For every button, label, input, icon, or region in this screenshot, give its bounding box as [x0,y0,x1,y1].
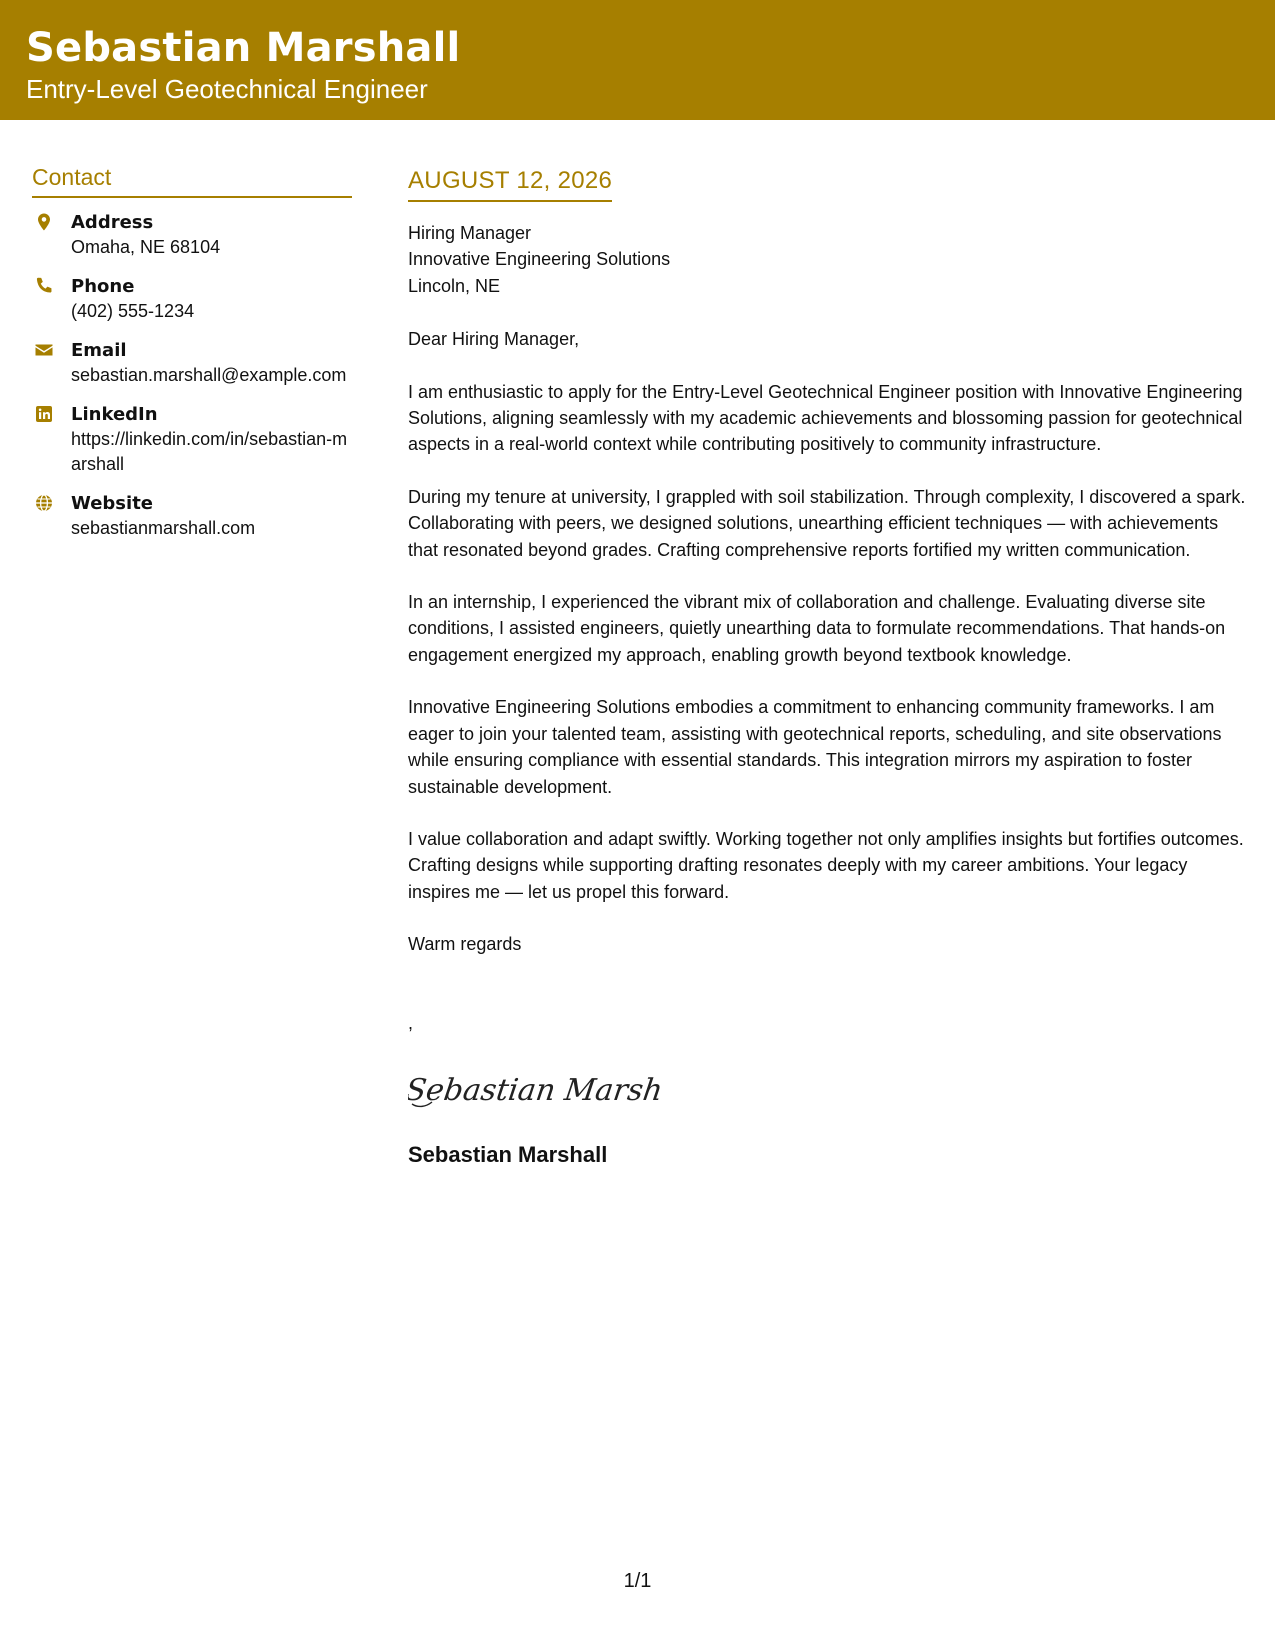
contact-label: Website [71,493,154,514]
envelope-icon [34,340,54,360]
linkedin-icon [34,404,54,424]
contact-value: Omaha, NE 68104 [71,237,221,257]
letter-paragraph: Innovative Engineering Solutions embodies a commitment to enhancing community frameworks. I am eager to join your talented team, assisting with geotechnical reports, scheduling, and site observations while ensuring compliance with essential standards. This integration mirrors my aspiration to foster sustainable development. [408,697,1222,797]
map-pin-icon [34,212,54,232]
contact-item-address [32,210,352,260]
letter-paragraph: I am enthusiastic to apply for the Entry-Level Geotechnical Engineer position with Innovative Engineering Solutions, aligning seamlessly with my academic achievements and blossoming passion for geotechnical aspects in a real-world context while contributing positively to community infrastructure. [408,381,1243,455]
globe-icon [34,493,54,513]
closing: Warm regards [408,934,522,955]
salutation: Dear Hiring Manager, [408,329,580,350]
letter-paragraph: In an internship, I experienced the vibrant mix of collaboration and challenge. Evaluating diverse site conditions, I assisted engineers, quietly unearthing data to formulate recommendations. That hands-on engagement energized my approach, enabling growth beyond textbook knowledge. [408,592,1226,665]
letter-body [408,166,1248,1169]
contact-item-website [32,491,352,541]
contact-item-linkedin [32,402,352,477]
recipient-line: Lincoln, NE [408,275,501,296]
signature-image [408,1060,688,1116]
contact-label: Phone [71,276,135,297]
letter-date: AUGUST 12, 2026 [408,166,612,202]
contact-label: Address [71,212,154,233]
contact-value: sebastianmarshall.com [71,518,256,538]
contact-value: https://linkedin.com/in/sebastian-marshall [71,429,348,474]
contact-value: (402) 555-1234 [71,301,195,321]
contact-item-phone [32,274,352,324]
phone-icon [34,276,54,296]
recipient-block [408,220,1248,299]
letter-paragraph: I value collaboration and adapt swiftly. Working together not only amplifies insights but fortifies outcomes. Crafting designs while supporting drafting resonates deeply with my career ambitions. Your legacy inspires me — let us propel this forward. [408,828,1244,902]
signature-text: Sebastian Marsh [408,1073,665,1108]
contact-list [32,210,352,541]
recipient-line: Hiring Manager [408,223,532,243]
page-number: 1/1 [623,1570,652,1592]
closing-comma: , [408,1012,414,1033]
letter-paragraph: During my tenure at university, I grappled with soil stabilization. Through complexity, I discovered a spark. Collaborating with peers, we designed solutions, unearthing efficient techniques — with achievements that resonated beyond grades. Crafting comprehensive reports fortified my written communication. [408,486,1246,560]
header-banner [0,0,1275,120]
contact-label: LinkedIn [71,404,158,425]
contact-sidebar [32,163,352,555]
contact-value: sebastian.marshall@example.com [71,365,347,385]
contact-label: Email [71,340,127,361]
contact-item-email [32,338,352,388]
signer-name: Sebastian Marshall [408,1142,608,1168]
applicant-title: Entry-Level Geotechnical Engineer [26,74,428,104]
contact-heading: Contact [32,163,352,198]
recipient-line: Innovative Engineering Solutions [408,249,671,270]
applicant-name: Sebastian Marshall [26,25,461,71]
